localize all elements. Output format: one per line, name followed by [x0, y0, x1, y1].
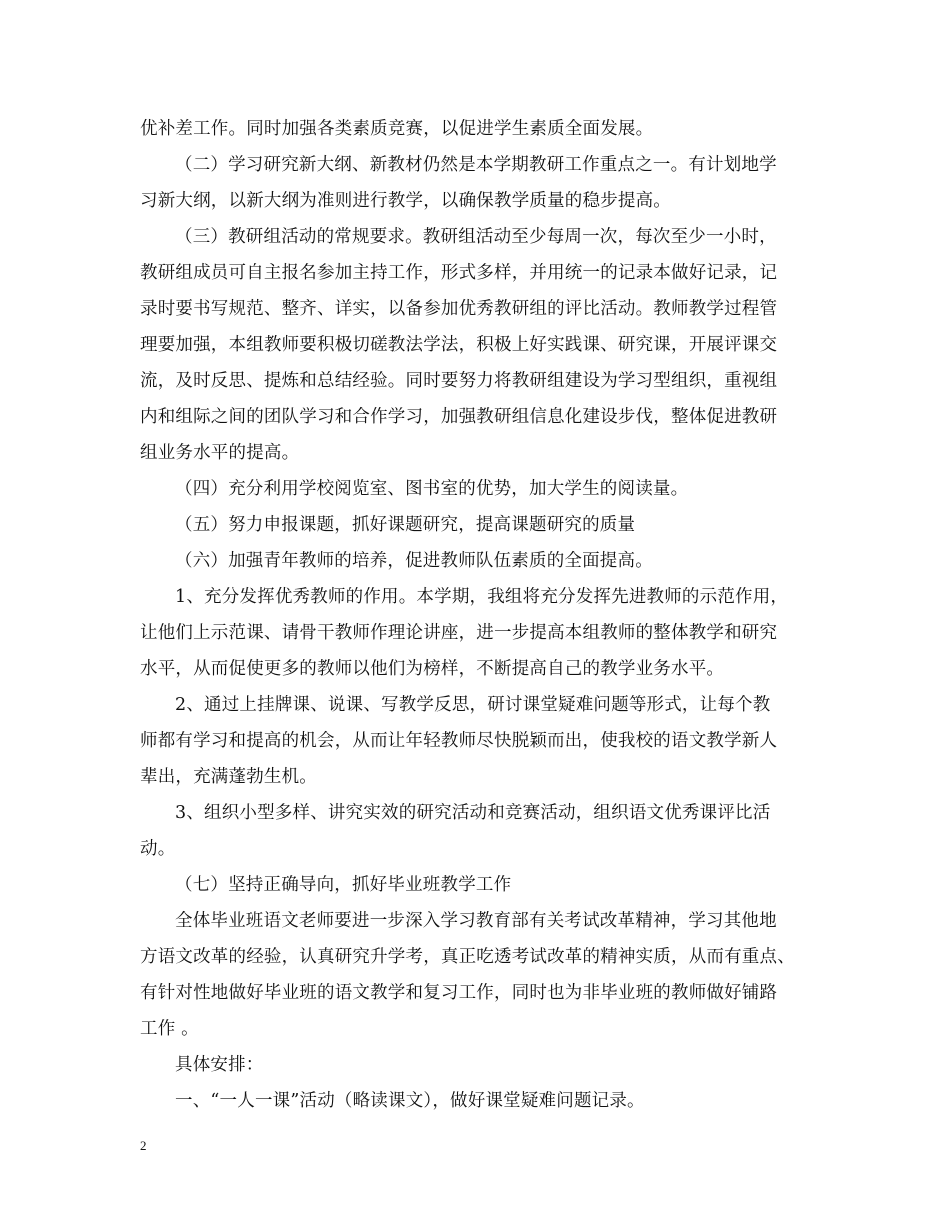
text-line: 让他们上示范课、请骨干教师作理论讲座，进一步提高本组教师的整体教学和研究: [140, 623, 778, 643]
text-line: （五）努力申报课题，抓好课题研究，提高课题研究的质量: [175, 515, 636, 535]
text-line: 一、“一人一课”活动（略读课文），做好课堂疑难问题记录。: [175, 1091, 645, 1111]
text-line: 理要加强，本组教师要积极切磋教法学法，积极上好实践课、研究课，开展评课交: [140, 335, 778, 355]
text-line: （六）加强青年教师的培养，促进教师队伍素质的全面提高。: [175, 551, 653, 571]
text-line: 全体毕业班语文老师要进一步深入学习教育部有关考试改革精神，学习其他地: [175, 911, 777, 931]
text-line: 录时要书写规范、整齐、详实，以备参加优秀教研组的评比活动。教师教学过程管: [140, 299, 778, 319]
text-line: 方语文改革的经验，认真研究升学考，真正吃透考试改革的精神实质，从而有重点、: [140, 947, 795, 967]
text-line: （四）充分利用学校阅览室、图书室的优势，加大学生的阅读量。: [175, 479, 689, 499]
text-line: 工作 。: [140, 1019, 199, 1039]
text-line: 辈出，充满蓬勃生机。: [140, 767, 317, 787]
text-line: 动。: [140, 839, 176, 859]
text-line: 教研组成员可自主报名参加主持工作，形式多样，并用统一的记录本做好记录，记: [140, 263, 778, 283]
text-line: 2、通过上挂牌课、说课、写教学反思，研讨课堂疑难问题等形式，让每个教: [175, 695, 771, 715]
text-line: 组业务水平的提高。: [140, 443, 300, 463]
text-line: （二）学习研究新大纲、新教材仍然是本学期教研工作重点之一。有计划地学: [175, 155, 777, 175]
page-number: 2: [140, 1138, 147, 1153]
text-line: 1、充分发挥优秀教师的作用。本学期，我组将充分发挥先进教师的示范作用，: [175, 587, 789, 607]
text-line: 习新大纲，以新大纲为准则进行教学，以确保教学质量的稳步提高。: [140, 191, 671, 211]
text-line: （三）教研组活动的常规要求。教研组活动至少每周一次，每次至少一小时，: [175, 227, 777, 247]
text-line: 流，及时反思、提炼和总结经验。同时要努力将教研组建设为学习型组织，重视组: [140, 371, 778, 391]
text-line: 3、组织小型多样、讲究实效的研究活动和竞赛活动，组织语文优秀课评比活: [175, 803, 771, 823]
text-line: （七）坚持正确导向，抓好毕业班教学工作: [175, 875, 512, 895]
text-line: 有针对性地做好毕业班的语文教学和复习工作，同时也为非毕业班的教师做好铺路: [140, 983, 778, 1003]
text-line: 水平，从而促使更多的教师以他们为榜样，不断提高自己的教学业务水平。: [140, 659, 725, 679]
text-line: 具体安排：: [175, 1055, 264, 1075]
text-line: 内和组际之间的团队学习和合作学习，加强教研组信息化建设步伐，整体促进教研: [140, 407, 778, 427]
text-line: 师都有学习和提高的机会，从而让年轻教师尽快脱颖而出，使我校的语文教学新人: [140, 731, 778, 751]
text-line: 优补差工作。同时加强各类素质竞赛，以促进学生素质全面发展。: [140, 119, 654, 139]
